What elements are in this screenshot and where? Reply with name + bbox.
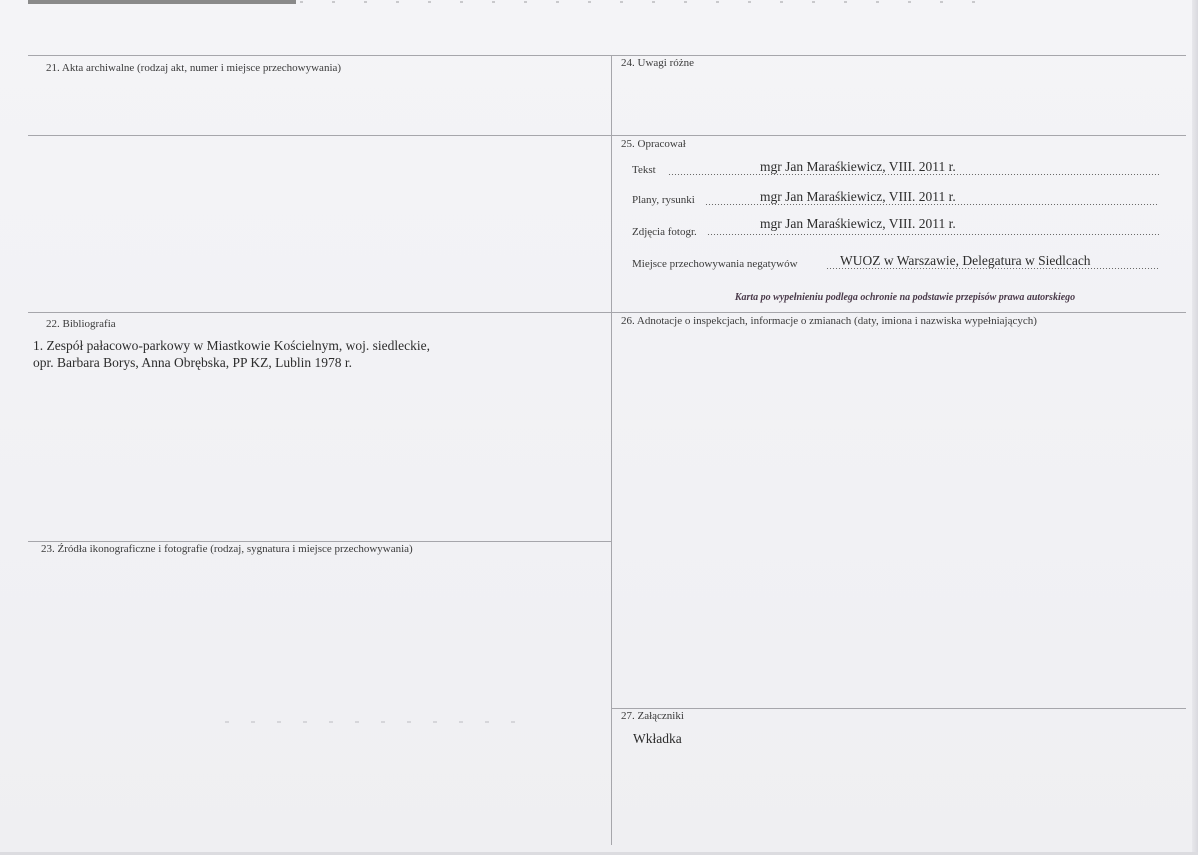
copyright-notice: Karta po wypełnieniu podlega ochronie na podstawie przepisów prawa autorskiego	[734, 292, 1076, 303]
grid-line-center-vertical	[611, 55, 612, 845]
author-drawings-row	[632, 190, 1159, 208]
attachments-value: Wkładka	[633, 731, 682, 746]
top-dark-bar	[28, 0, 296, 4]
section-22-label: 22. Bibliografia	[46, 318, 116, 330]
grid-line-upper-mid	[28, 135, 1186, 136]
top-dotted-marks	[300, 1, 1000, 3]
author-drawings-key: Plany, rysunki	[632, 194, 695, 206]
negatives-storage-row	[632, 254, 1159, 272]
negatives-storage-key: Miejsce przechowywania negatywów	[632, 258, 798, 270]
author-photos-dotline	[707, 234, 1159, 235]
author-drawings-value: mgr Jan Maraśkiewicz, VIII. 2011 r.	[760, 189, 956, 204]
bibliography-entry-line-1: 1. Zespół pałacowo-parkowy w Miastkowie Kościelnym, woj. siedleckie,	[33, 338, 431, 353]
section-26-label: 26. Adnotacje o inspekcjach, informacje o zmianach (daty, imiona i nazwiska wypełniających)	[621, 315, 1037, 327]
section-24-label: 24. Uwagi różne	[621, 57, 695, 69]
faint-scan-marks	[225, 721, 525, 723]
negatives-storage-value: WUOZ w Warszawie, Delegatura w Siedlcach	[840, 253, 1091, 268]
grid-line-right-lower	[612, 708, 1186, 709]
grid-line-mid	[28, 312, 1186, 313]
author-text-key: Tekst	[632, 164, 656, 176]
bibliography-entry-line-2: opr. Barbara Borys, Anna Obrębska, PP KZ, Lublin 1978 r.	[33, 355, 352, 370]
author-photos-row	[632, 216, 1159, 238]
right-paper-edge	[1192, 0, 1198, 855]
section-27-label: 27. Załączniki	[621, 710, 684, 722]
section-23-label: 23. Źródła ikonograficzne i fotografie (rodzaj, sygnatura i miejsce przechowywania)	[41, 543, 413, 555]
author-photos-key: Zdjęcia fotogr.	[632, 226, 697, 238]
grid-line-top	[28, 55, 1186, 56]
author-text-value: mgr Jan Maraśkiewicz, VIII. 2011 r.	[760, 159, 956, 174]
author-text-row	[632, 160, 1159, 178]
grid-line-left-lower	[28, 541, 612, 542]
top-edge-strip	[0, 0, 1198, 6]
section-21-label: 21. Akta archiwalne (rodzaj akt, numer i miejsce przechowywania)	[46, 62, 342, 74]
section-25-label: 25. Opracował	[621, 138, 686, 150]
author-photos-value: mgr Jan Maraśkiewicz, VIII. 2011 r.	[760, 216, 956, 231]
